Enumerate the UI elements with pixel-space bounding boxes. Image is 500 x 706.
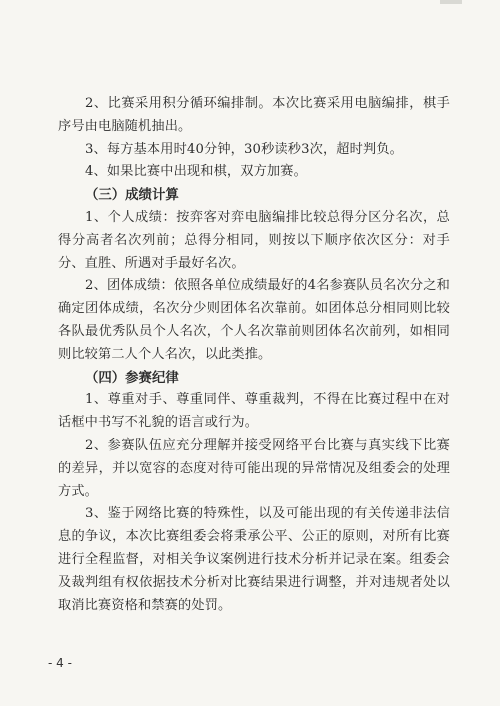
page-number: - 4 - — [48, 656, 72, 670]
section-heading-scoring: （三）成绩计算 — [85, 187, 179, 204]
rule-3-paragraph: 3、每方基本用时40分钟，30秒读秒3次，超时判负。 — [85, 141, 403, 157]
discipline-2-paragraph: 2、参赛队伍应充分理解并接受网络平台比赛与真实线下比赛的差异，并以宽容的态度对待可能出现的异常情况及组委会的处理方式。 — [58, 437, 450, 499]
scan-mark — [440, 0, 462, 4]
discipline-3-paragraph: 3、鉴于网络比赛的特殊性，以及可能出现的有关传递非法信息的争议，本次比赛组委会将秉承公平、公正的原则，对所有比赛进行全程监督，对相关争议案例进行技术分析并记录在案。组委会及裁判组有权依据技术分析对比赛结果进行调整，并对违规者处以取消比赛资格和禁赛的处罚。 — [58, 506, 450, 613]
document-body — [58, 93, 450, 617]
section-heading-discipline: （四）参赛纪律 — [85, 369, 179, 386]
team-score-paragraph: 2、团体成绩：依照各单位成绩最好的4名参赛队员名次分之和确定团体成绩，名次分少则团体名次靠前。如团体总分相同则比较各队最优秀队员个人名次，个人名次靠前则团体名次前列，如相同则比较第二人个人名次，以此类推。 — [58, 278, 450, 362]
rule-2-paragraph: 2、比赛采用积分循环编排制。本次比赛采用电脑编排，棋手序号由电脑随机抽出。 — [58, 96, 450, 134]
individual-score-paragraph: 1、个人成绩：按弈客对弈电脑编排比较总得分区分名次，总得分高者名次列前；总得分相同，则按以下顺序依次区分：对手分、直胜、所遇对手最好名次。 — [58, 209, 450, 271]
rule-4-paragraph: 4、如果比赛中出现和棋，双方加赛。 — [85, 164, 307, 180]
discipline-1-paragraph: 1、尊重对手、尊重同伴、尊重裁判，不得在比赛过程中在对话框中书写不礼貌的语言或行为。 — [58, 392, 450, 431]
